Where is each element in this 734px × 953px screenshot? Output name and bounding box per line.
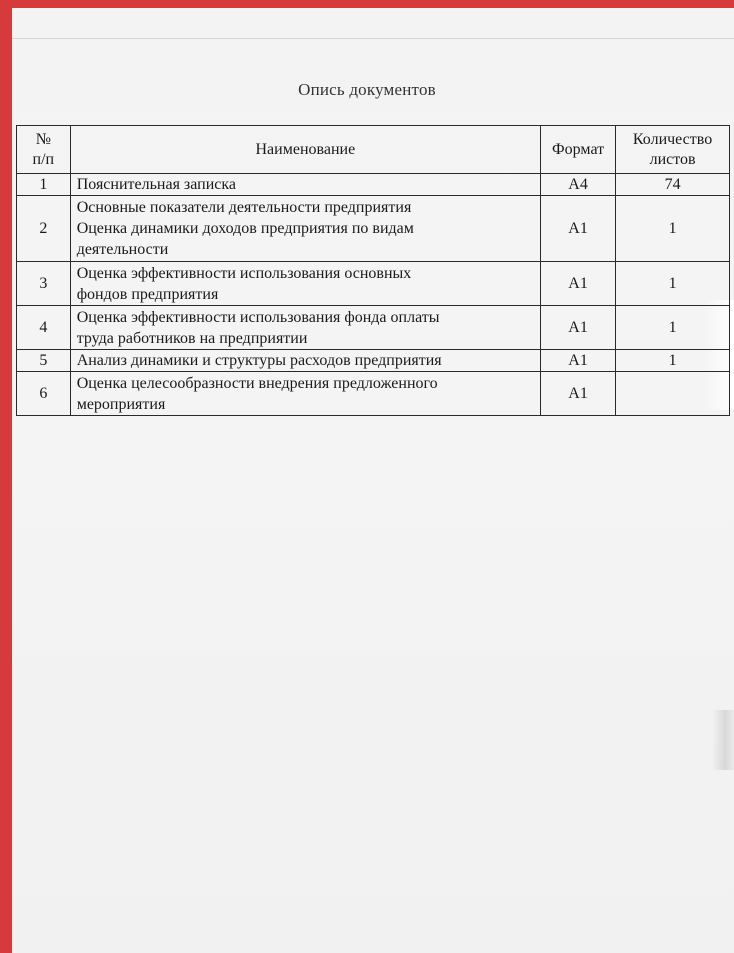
header-format: Формат	[541, 126, 616, 174]
table-row	[17, 372, 730, 416]
row-name-line: Оценка целесообразности внедрения предложенного	[76, 374, 438, 392]
row-count: 1	[616, 196, 730, 262]
row-name	[70, 372, 540, 416]
row-count	[616, 372, 730, 416]
row-name-line: мероприятия	[76, 395, 166, 413]
documents-table	[16, 125, 730, 416]
row-name-line: фондов предприятия	[76, 285, 219, 303]
document-title: Опись документов	[298, 80, 436, 99]
row-name-line: Оценка эффективности использования основных	[76, 264, 412, 282]
table-header-row	[17, 126, 730, 174]
row-name-line: Анализ динамики и структуры расходов предприятия	[76, 352, 442, 369]
row-name	[70, 196, 540, 262]
row-name	[70, 262, 540, 306]
row-number: 2	[17, 196, 71, 262]
row-number: 3	[17, 262, 71, 306]
header-number-line2: п/п	[32, 150, 55, 168]
row-name-line: Оценка динамики доходов предприятия по видам	[76, 220, 414, 237]
table-row	[17, 306, 730, 350]
table-row	[17, 196, 730, 262]
row-format: А1	[541, 350, 616, 372]
row-number: 6	[17, 372, 71, 416]
header-count	[616, 126, 730, 174]
row-format: А4	[541, 174, 616, 196]
row-format: А1	[541, 306, 616, 350]
row-format: А1	[541, 196, 616, 262]
header-name: Наименование	[70, 126, 540, 174]
row-format: А1	[541, 262, 616, 306]
header-count-line1: Количество	[632, 130, 713, 148]
header-number-line1: №	[35, 130, 51, 148]
row-name-line: Основные показатели деятельности предприятия	[76, 199, 412, 216]
row-number: 5	[17, 350, 71, 372]
table-row	[17, 174, 730, 196]
scan-artifact	[712, 710, 734, 770]
table-row	[17, 262, 730, 306]
row-name	[70, 174, 540, 196]
row-name-line: деятельности	[76, 241, 169, 258]
row-number: 1	[17, 174, 71, 196]
row-number: 4	[17, 306, 71, 350]
row-name-line: Пояснительная записка	[76, 176, 236, 193]
header-count-line2: листов	[649, 150, 696, 168]
row-count: 74	[616, 174, 730, 196]
row-name	[70, 350, 540, 372]
row-count: 1	[616, 350, 730, 372]
table-row	[17, 350, 730, 372]
row-format: А1	[541, 372, 616, 416]
row-name-line: труда работников на предприятии	[76, 329, 308, 347]
row-count: 1	[616, 306, 730, 350]
row-count: 1	[616, 262, 730, 306]
row-name	[70, 306, 540, 350]
row-name-line: Оценка эффективности использования фонда оплаты	[76, 308, 440, 326]
paper-fold-line	[12, 38, 734, 39]
header-number	[17, 126, 71, 174]
